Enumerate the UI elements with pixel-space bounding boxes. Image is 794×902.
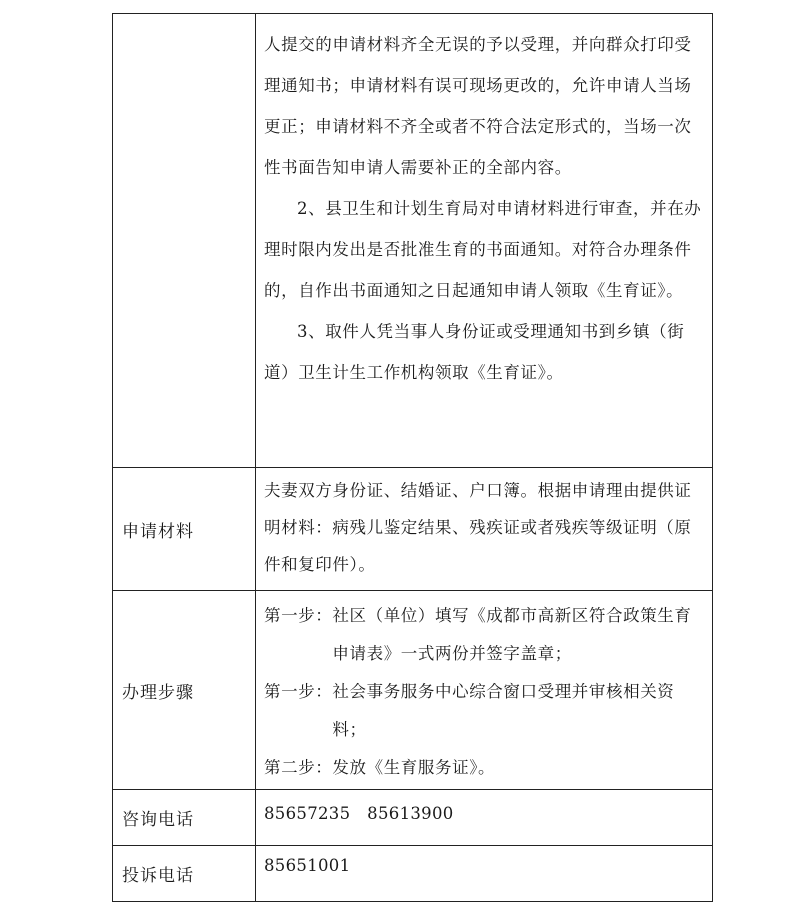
materials-row xyxy=(113,468,713,591)
step-text: 社区（单位）填写《成都市高新区符合政策生育申请表》一式两份并签字盖章； xyxy=(332,606,692,663)
consult-label-cell xyxy=(113,790,256,846)
consult-label: 咨询电话 xyxy=(122,810,194,830)
step-item xyxy=(264,749,704,787)
procedure-paragraph: 人提交的申请材料齐全无误的予以受理，并向群众打印受理通知书；申请材料有误可现场更改的，允许申请人当场更正；申请材料不齐全或者不符合法定形式的，当场一次性书面告知申请人需要补正的全部内容。 xyxy=(264,35,692,177)
step-lead: 第一步： xyxy=(264,682,333,701)
materials-label-cell xyxy=(113,468,256,591)
procedure-paragraph: 3、取件人凭当事人身份证或受理通知书到乡镇（街道）卫生计生工作机构领取《生育证》。 xyxy=(264,322,685,382)
steps-label-cell xyxy=(113,591,256,790)
materials-label: 申请材料 xyxy=(122,521,194,542)
consult-row xyxy=(113,790,713,846)
step-text: 社会事务服务中心综合窗口受理并审核相关资料； xyxy=(332,682,675,739)
complaint-label: 投诉电话 xyxy=(122,866,194,886)
consult-content-cell xyxy=(256,790,713,846)
step-item xyxy=(264,597,704,673)
complaint-content-cell xyxy=(256,846,713,902)
steps-content-cell xyxy=(256,591,713,790)
step-lead: 第二步： xyxy=(264,758,333,777)
steps-row xyxy=(113,591,713,790)
procedure-label-cell xyxy=(113,14,256,468)
procedure-content-cell xyxy=(256,14,713,468)
materials-text: 夫妻双方身份证、结婚证、户口簿。根据申请理由提供证明材料：病残儿鉴定结果、残疾证或者残疾等级证明（原件和复印件）。 xyxy=(264,481,692,574)
step-text: 发放《生育服务证》。 xyxy=(332,758,496,777)
procedure-row xyxy=(113,14,713,468)
complaint-phone: 85651001 xyxy=(264,856,351,875)
step-lead: 第一步： xyxy=(264,606,333,625)
step-item xyxy=(264,673,704,749)
consult-phone: 85657235 85613900 xyxy=(264,804,454,823)
steps-label: 办理步骤 xyxy=(122,682,194,703)
procedure-paragraph: 2、县卫生和计划生育局对申请材料进行审查，并在办理时限内发出是否批准生育的书面通知。对符合办理条件的，自作出书面通知之日起通知申请人领取《生育证》。 xyxy=(264,199,702,300)
materials-content-cell xyxy=(256,468,713,591)
service-guide-table xyxy=(112,13,713,902)
complaint-row xyxy=(113,846,713,902)
complaint-label-cell xyxy=(113,846,256,902)
